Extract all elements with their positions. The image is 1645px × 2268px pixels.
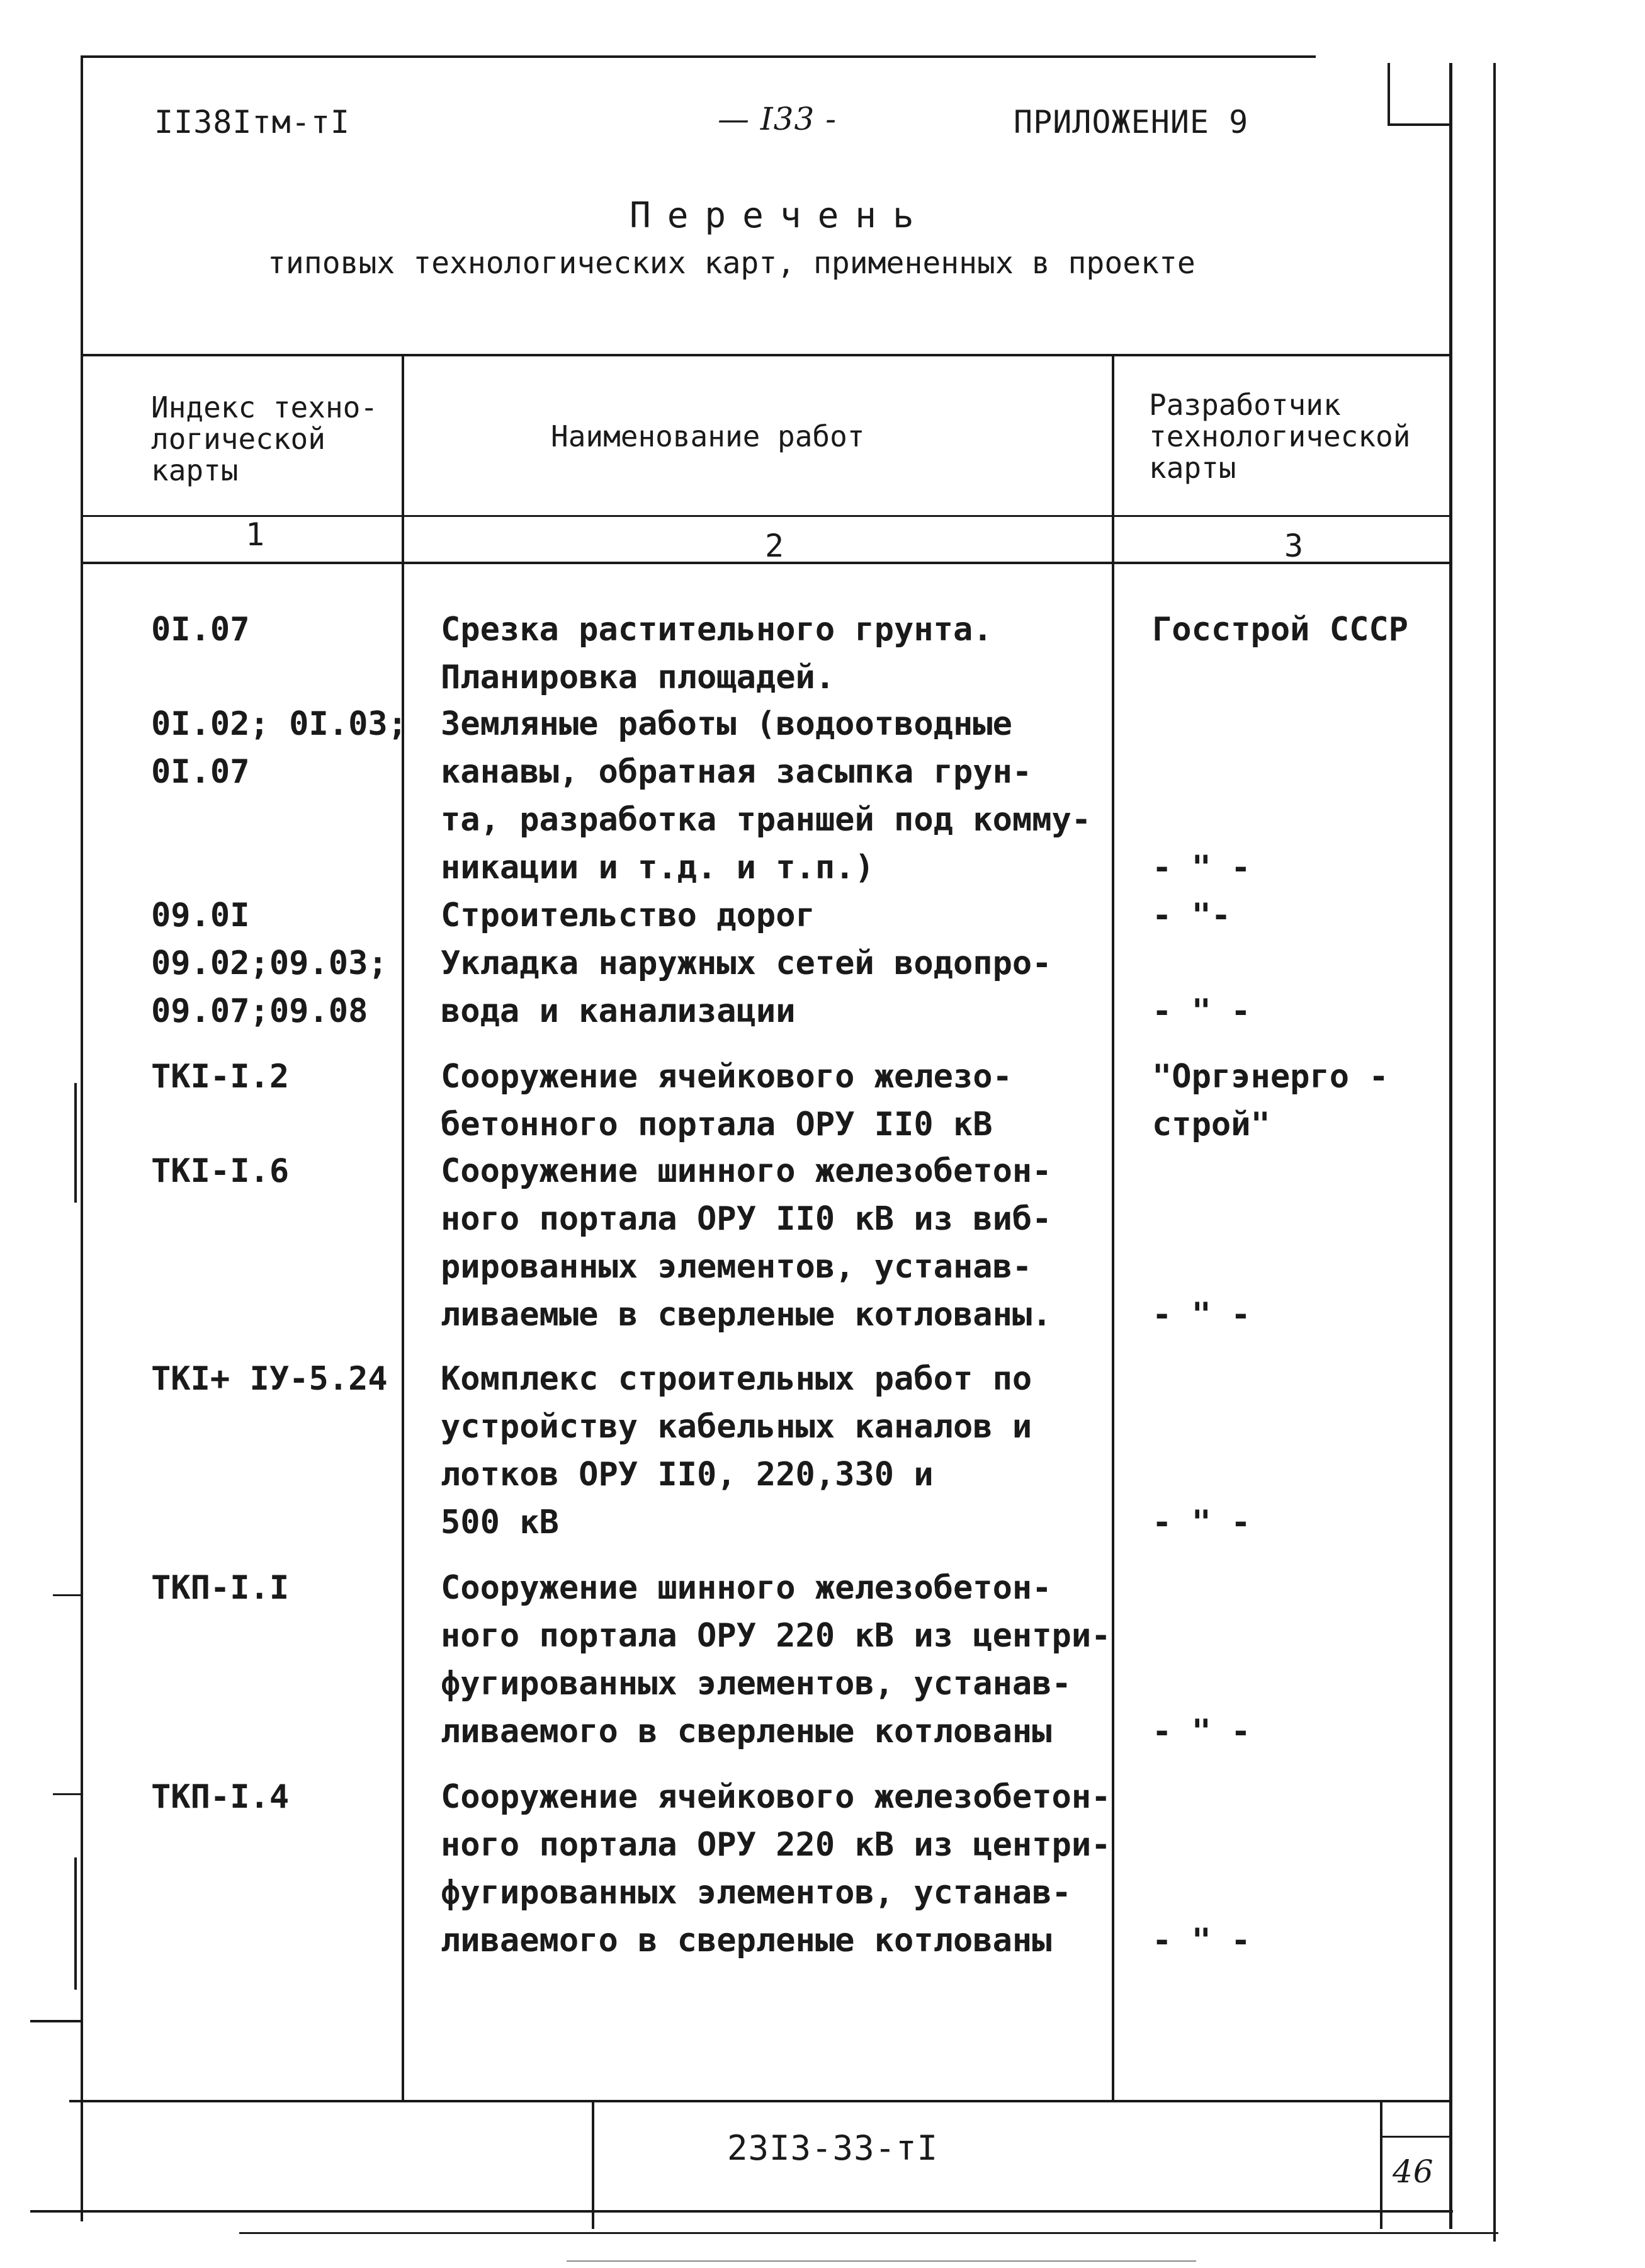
- margin-mark: [30, 2020, 83, 2022]
- row-developer: "Оргэнерго - строй": [1152, 1058, 1389, 1143]
- row-name: Сооружение ячейкового железо- бетонного портала ОРУ II0 кВ: [441, 1058, 1012, 1143]
- margin-mark: [53, 1594, 83, 1596]
- column-number-3: 3: [1284, 528, 1304, 564]
- row-developer: - " -: [1152, 1713, 1251, 1750]
- page-edge-line-faint: [567, 2260, 1196, 2262]
- row-developer: - " -: [1152, 1296, 1251, 1334]
- row-name: Сооружение шинного железобетон- ного портала ОРУ 220 кВ из центри- фугированных элементов, устанав- ливаемого в сверленые котлованы: [441, 1569, 1111, 1750]
- row-index: 09.02;09.03; 09.07;09.08: [151, 944, 388, 1030]
- row-name: Комплекс строительных работ по устройству кабельных каналов и лотков ОРУ II0, 220,330 и 500 кВ: [441, 1360, 1032, 1541]
- margin-mark: [53, 1793, 83, 1795]
- row-name: Сооружение шинного железобетон- ного портала ОРУ II0 кВ из виб- рированных элементов, устанав- ливаемые в сверленые котлованы.: [441, 1152, 1052, 1334]
- row-developer: - " -: [1152, 849, 1251, 887]
- margin-mark-vertical: [74, 1083, 77, 1203]
- page-edge-line: [239, 2232, 1498, 2234]
- row-index: 0I.07: [151, 611, 250, 649]
- row-index: ТКI+ IУ-5.24: [151, 1360, 388, 1398]
- footer-bottom-line: [30, 2210, 1453, 2213]
- column-header-index: Индекс техно-логической карты: [151, 390, 378, 487]
- page-title: Перечень: [630, 195, 930, 236]
- row-developer: - "-: [1152, 897, 1231, 934]
- row-name: Строительство дорог: [441, 897, 815, 934]
- margin-mark-vertical: [74, 1857, 77, 1990]
- table-bottom-line: [69, 2100, 1451, 2102]
- doc-code-header: II38Iтм-тI: [154, 104, 351, 140]
- row-developer: - " -: [1152, 992, 1251, 1030]
- row-index: ТКП-I.4: [151, 1778, 290, 1816]
- column-number-1: 1: [246, 516, 265, 553]
- sheet-number: 46: [1393, 2153, 1434, 2190]
- row-index: 09.0I: [151, 897, 250, 934]
- row-developer: - " -: [1152, 1504, 1251, 1541]
- table-body: [151, 0, 1448, 2100]
- column-header-name: Наименование работ: [551, 419, 865, 453]
- frame-left-line: [81, 55, 83, 2221]
- row-name: Укладка наружных сетей водопро- вода и канализации: [441, 944, 1052, 1030]
- column-number-2: 2: [765, 528, 784, 564]
- row-developer: Госстрой СССР: [1152, 611, 1408, 649]
- row-index: ТКI-I.2: [151, 1058, 290, 1096]
- row-name: Земляные работы (водоотводные канавы, обратная засыпка грун- та, разработка траншей под комму- никации и т.д. и т.п.): [441, 705, 1092, 887]
- row-developer: - " -: [1152, 1922, 1251, 1959]
- outer-right-line: [1493, 63, 1496, 2242]
- footer-doc-code: 23I3-33-тI: [727, 2128, 939, 2168]
- row-name: Сооружение ячейкового железобетон- ного портала ОРУ 220 кВ из центри- фугированных элементов, устанав- ливаемого в сверленые котлованы: [441, 1778, 1111, 1959]
- row-index: ТКI-I.6: [151, 1152, 290, 1190]
- row-index: 0I.02; 0I.03; 0I.07: [151, 705, 407, 791]
- footer-sheet-top: [1380, 2136, 1450, 2138]
- column-header-developer: Разработчик технологической карты: [1149, 388, 1411, 485]
- page-number: — I33 -: [718, 101, 837, 137]
- appendix-label: ПРИЛОЖЕНИЕ 9: [1014, 104, 1249, 140]
- page-subtitle: типовых технологических карт, примененных в проекте: [268, 246, 1196, 281]
- row-index: ТКП-I.I: [151, 1569, 290, 1607]
- row-name: Срезка растительного грунта. Планировка площадей.: [441, 611, 993, 696]
